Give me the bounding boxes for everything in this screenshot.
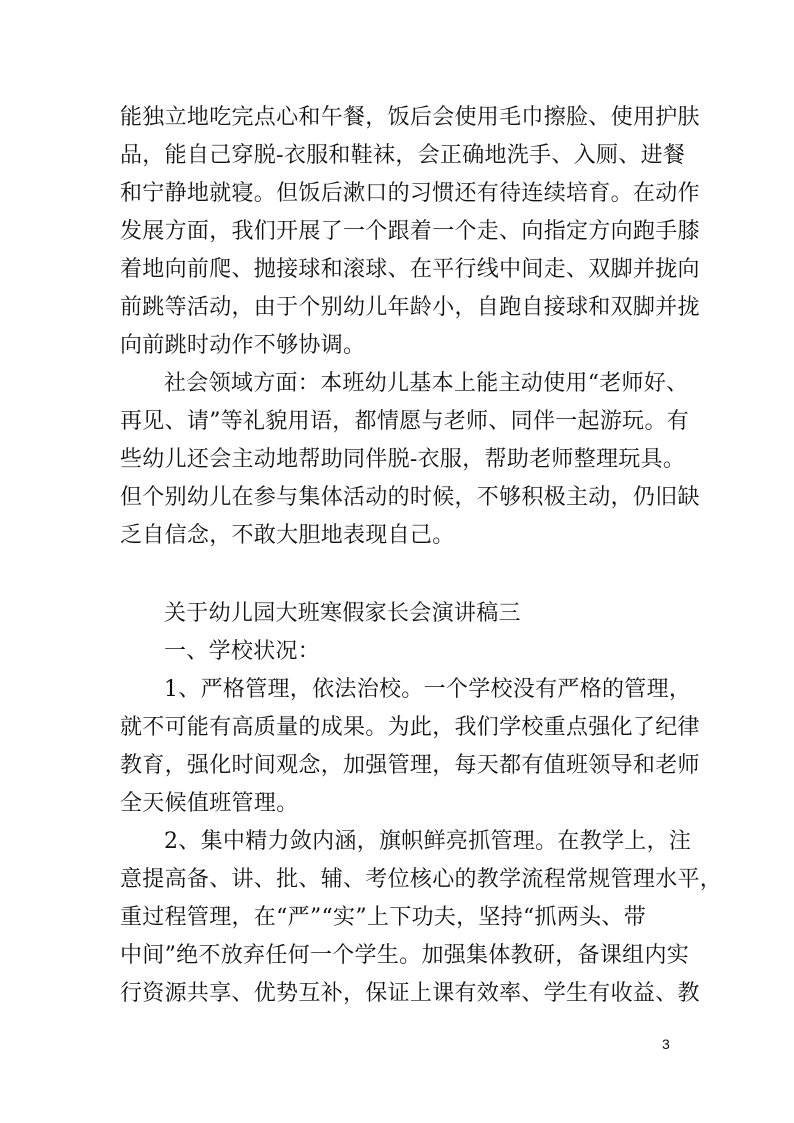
paragraph-2-line-4: 但个别幼儿在参与集体活动的时候，不够积极主动，仍旧缺 xyxy=(120,485,700,510)
paragraph-3-line-1: 1、严格管理，依法治校。一个学校没有严格的管理， xyxy=(164,677,692,702)
paragraph-4-line-4: 中间”绝不放弃任何一个学生。加强集体教研，备课组内实 xyxy=(120,943,690,968)
paragraph-1-line-1: 能独立地吃完点心和午餐，饭后会使用毛巾擦脸、使用护肤 xyxy=(120,105,700,130)
paragraph-2-line-5: 乏自信念，不敢大胆地表现自己。 xyxy=(120,523,455,548)
paragraph-2-line-1: 社会领域方面：本班幼儿基本上能主动使用“老师好、 xyxy=(164,371,689,396)
paragraph-3-line-3: 教育，强化时间观念，加强管理，每天都有值班领导和老师 xyxy=(120,753,700,778)
paragraph-4-line-1: 2、集中精力敛内涵，旗帜鲜亮抓管理。在教学上，注 xyxy=(164,829,692,854)
paragraph-4-line-3: 重过程管理，在“严”“实”上下功夫，坚持“抓两头、带 xyxy=(120,905,647,930)
paragraph-1-line-2: 品，能自己穿脱-衣服和鞋袜，会正确地洗手、入厕、进餐 xyxy=(120,143,686,168)
section-heading: 一、学校状况： xyxy=(164,639,321,664)
paragraph-2-line-3: 些幼儿还会主动地帮助同伴脱-衣服，帮助老师整理玩具。 xyxy=(120,447,686,472)
paragraph-4-line-2: 意提高备、讲、批、辅、考位核心的教学流程常规管理水平， xyxy=(120,867,723,892)
paragraph-1-line-3: 和宁静地就寝。但饭后漱口的习惯还有待连续培育。在动作 xyxy=(120,181,700,206)
paragraph-3-line-4: 全天候值班管理。 xyxy=(120,791,299,816)
paragraph-3-line-2: 就不可能有高质量的成果。为此，我们学校重点强化了纪律 xyxy=(120,715,700,740)
paragraph-4-line-5: 行资源共享、优势互补，保证上课有效率、学生有收益、教 xyxy=(120,981,700,1006)
paragraph-1-line-6: 前跳等活动，由于个别幼儿年龄小，自跑自接球和双脚并拢 xyxy=(120,295,700,320)
page-number: 3 xyxy=(662,1036,670,1052)
section-title: 关于幼儿园大班寒假家长会演讲稿三 xyxy=(164,601,521,626)
paragraph-1-line-7: 向前跳时动作不够协调。 xyxy=(120,333,366,358)
paragraph-1-line-5: 着地向前爬、抛接球和滚球、在平行线中间走、双脚并拢向 xyxy=(120,257,700,282)
paragraph-1-line-4: 发展方面，我们开展了一个跟着一个走、向指定方向跑手膝 xyxy=(120,219,700,244)
paragraph-2-line-2: 再见、请”等礼貌用语，都情愿与老师、同伴一起游玩。有 xyxy=(120,409,690,434)
